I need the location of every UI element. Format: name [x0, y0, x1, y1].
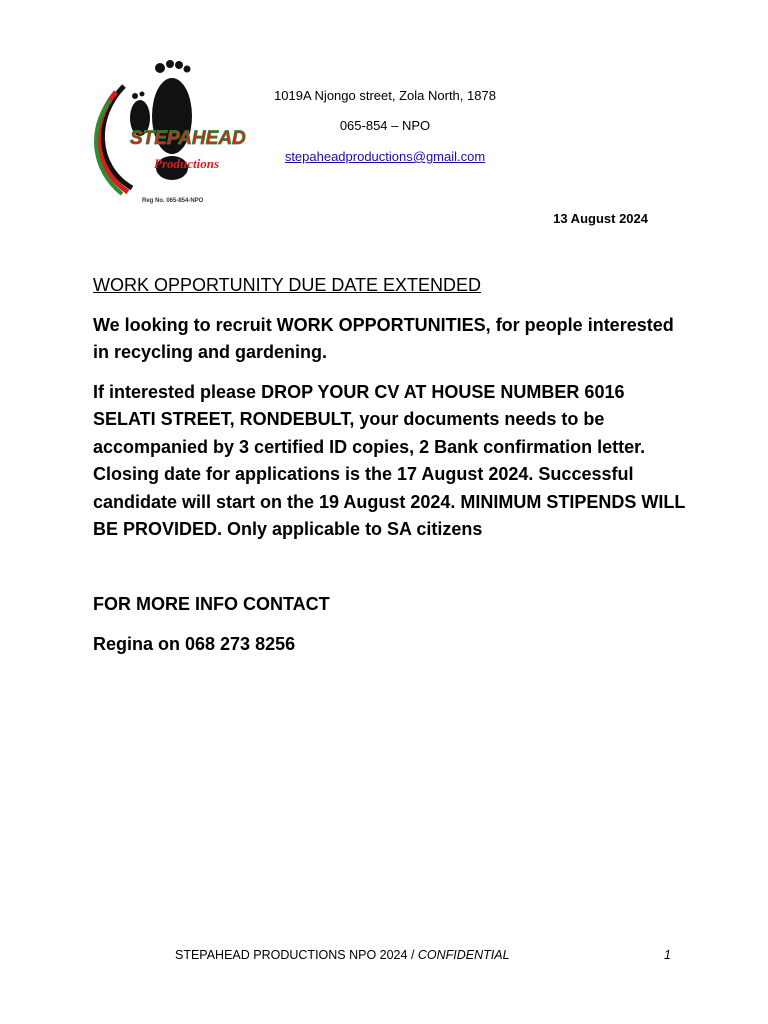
logo-graphic — [72, 56, 256, 208]
contact-details: Regina on 068 273 8256 — [93, 634, 296, 654]
company-logo — [72, 56, 256, 208]
contact-heading: FOR MORE INFO CONTACT — [93, 594, 330, 614]
logo-reg: Reg No. 065-854-NPO — [142, 198, 204, 204]
logo-title: STEPAHEAD — [130, 128, 246, 149]
page-footer — [175, 948, 510, 962]
logo-subtitle: Productions — [154, 156, 220, 171]
instructions-paragraph: If interested please DROP YOUR CV AT HOUSE NUMBER 6016 SELATI STREET, RONDEBULT, your documents needs to be accompanied by 3 certified ID copies, 2 Bank confirmation letter. Closing date for applications is the 17 August 2024. Successful candidate will start on the 19 August 2024. MINIMUM STIPENDS WILL BE PROVIDED. Only applicable to SA citizens — [93, 381, 686, 539]
org-email-link[interactable]: stepaheadproductions@gmail.com — [284, 149, 486, 164]
page-number: 1 — [664, 948, 671, 962]
org-registration: 065-854 – NPO — [339, 118, 431, 133]
footer-confidential: CONFIDENTIAL — [417, 948, 510, 962]
letter-heading: WORK OPPORTUNITY DUE DATE EXTENDED — [93, 275, 482, 295]
letter-body — [93, 272, 688, 556]
footer-org-text: STEPAHEAD PRODUCTIONS NPO 2024 / — [175, 948, 418, 962]
intro-paragraph: We looking to recruit WORK OPPORTUNITIES, for people interested in recycling and gardening. — [93, 314, 674, 362]
letter-date: 13 August 2024 — [553, 211, 648, 226]
org-address: 1019A Njongo street, Zola North, 1878 — [274, 88, 496, 103]
